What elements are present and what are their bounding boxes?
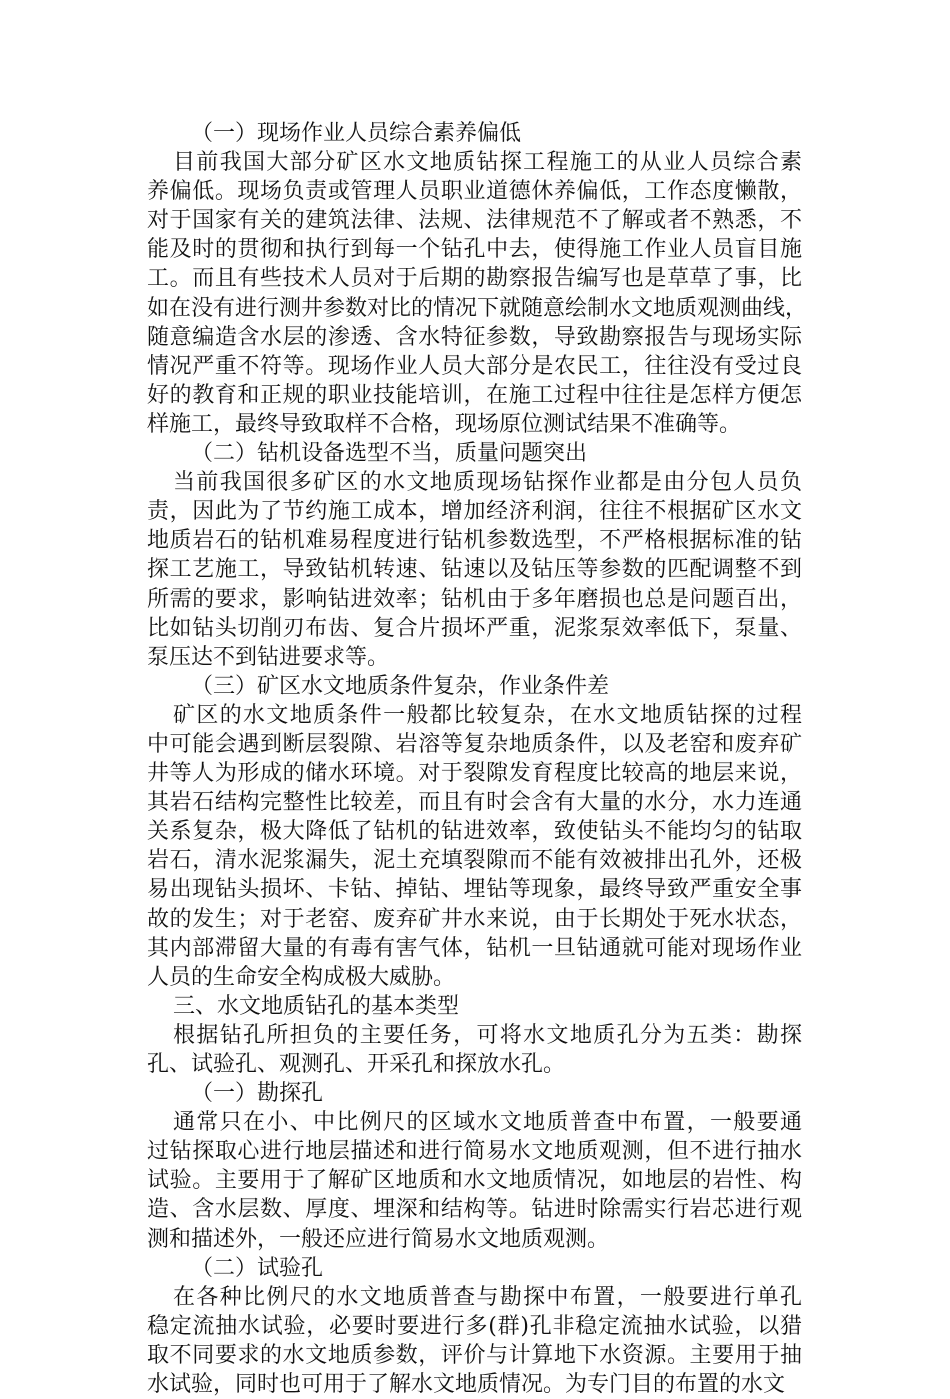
- paragraph-line: 如在没有进行测井参数对比的情况下就随意绘制水文地质观测曲线，: [147, 295, 808, 321]
- paragraph-line: 工。而且有些技术人员对于后期的勘察报告编写也是草草了事，比: [147, 266, 802, 292]
- paragraph-line: 养偏低。现场负责或管理人员职业道德休养偏低，工作态度懒散，: [147, 179, 802, 205]
- paragraph-line: 对于国家有关的建筑法律、法规、法律规范不了解或者不熟悉，不: [147, 208, 802, 234]
- paragraph-line: 关系复杂，极大降低了钻机的钻进效率，致使钻头不能均匀的钻取: [147, 819, 802, 845]
- heading-text: （一）勘探孔: [191, 1081, 324, 1107]
- paragraph-line: 地质岩石的钻机难易程度进行钻机参数选型，不严格根据标准的钻: [147, 528, 802, 554]
- paragraph-line: 责，因此为了节约施工成本，增加经济利润，往往不根据矿区水文: [147, 499, 802, 525]
- paragraph-line: 通常只在小、中比例尺的区域水文地质普查中布置，一般要通: [173, 1110, 802, 1136]
- paragraph: [147, 1108, 802, 1253]
- heading-text: （一）现场作业人员综合素养偏低: [191, 121, 522, 146]
- paragraph-line: 易出现钻头损坏、卡钻、掉钻、埋钻等现象，最终导致严重安全事: [147, 877, 802, 903]
- subsection-heading: [147, 439, 802, 468]
- paragraph-line: 泵压达不到钻进要求等。: [147, 644, 390, 670]
- paragraph-line: 能及时的贯彻和执行到每一个钻孔中去，使得施工作业人员盲目施: [147, 237, 802, 263]
- paragraph-line: 取不同要求的水文地质参数，评价与计算地下水资源。主要用于抽: [147, 1342, 802, 1368]
- heading-text: （三）矿区水文地质条件复杂，作业条件差: [191, 673, 610, 699]
- heading-text: 三、水文地质钻孔的基本类型: [173, 993, 460, 1019]
- subsection-heading: [147, 1254, 802, 1283]
- paragraph-line: 测和描述外，一般还应进行简易水文地质观测。: [147, 1226, 610, 1252]
- paragraph: [147, 1021, 802, 1079]
- subsection-heading: [147, 672, 802, 701]
- paragraph-line: 探工艺施工，导致钻机转速、钻速以及钻压等参数的匹配调整不到: [147, 557, 802, 583]
- paragraph-line: 中可能会遇到断层裂隙、岩溶等复杂地质条件，以及老窑和废弃矿: [147, 731, 802, 757]
- paragraph-line: 随意编造含水层的渗透、含水特征参数，导致勘察报告与现场实际: [147, 324, 802, 350]
- paragraph-line: 过钻探取心进行地层描述和进行简易水文地质观测，但不进行抽水: [147, 1139, 802, 1165]
- heading-text: （二）钻机设备选型不当，质量问题突出: [191, 441, 588, 467]
- paragraph-line: 根据钻孔所担负的主要任务，可将水文地质孔分为五类：勘探: [173, 1022, 802, 1048]
- paragraph-line: 岩石，清水泥浆漏失，泥土充填裂隙而不能有效被排出孔外，还极: [147, 848, 802, 874]
- paragraph-line: 样施工，最终导致取样不合格，现场原位测试结果不准确等。: [147, 411, 742, 437]
- section-heading: [147, 992, 802, 1021]
- paragraph-line: 当前我国很多矿区的水文地质现场钻探作业都是由分包人员负: [173, 470, 802, 496]
- heading-text: （二）试验孔: [191, 1255, 324, 1281]
- paragraph-line: 人员的生命安全构成极大威胁。: [147, 964, 456, 990]
- paragraph-line: 试验。主要用于了解矿区地质和水文地质情况，如地层的岩性、构: [147, 1168, 802, 1194]
- paragraph-line: 造、含水层数、厚度、埋深和结构等。钻进时除需实行岩芯进行观: [147, 1197, 802, 1223]
- paragraph-line: 在各种比例尺的水文地质普查与勘探中布置，一般要进行单孔: [173, 1284, 802, 1310]
- paragraph-line: 孔、试验孔、观测孔、开采孔和探放水孔。: [147, 1052, 566, 1077]
- paragraph: [147, 468, 802, 672]
- paragraph: [147, 148, 808, 439]
- paragraph: [147, 1283, 802, 1399]
- paragraph-line: 水试验，同时也可用于了解水文地质情况。为专门目的布置的水文: [147, 1372, 786, 1398]
- paragraph-line: 井等人为形成的储水环境。对于裂隙发育程度比较高的地层来说，: [147, 761, 802, 787]
- subsection-heading: [147, 119, 802, 148]
- paragraph-line: 稳定流抽水试验，必要时要进行多(群)孔非稳定流抽水试验，以猎: [147, 1313, 802, 1339]
- paragraph-line: 矿区的水文地质条件一般都比较复杂，在水文地质钻探的过程: [173, 702, 802, 728]
- paragraph-line: 好的教育和正规的职业技能培训，在施工过程中往往是怎样方便怎: [147, 382, 802, 408]
- paragraph-line: 目前我国大部分矿区水文地质钻探工程施工的从业人员综合素: [173, 150, 802, 176]
- subsection-heading: [147, 1079, 802, 1108]
- paragraph-line: 其岩石结构完整性比较差，而且有时会含有大量的水分，水力连通: [147, 790, 802, 816]
- paragraph-line: 所需的要求，影响钻进效率；钻机由于多年磨损也总是问题百出，: [147, 586, 802, 612]
- paragraph-line: 情况严重不符等。现场作业人员大部分是农民工，往往没有受过良: [147, 353, 802, 379]
- paragraph-line: 比如钻头切削刃布齿、复合片损坏严重，泥浆泵效率低下，泵量、: [147, 615, 802, 641]
- document-body: [147, 119, 808, 1399]
- paragraph: [147, 701, 802, 992]
- paragraph-line: 其内部滞留大量的有毒有害气体，钻机一旦钻通就可能对现场作业: [147, 935, 802, 961]
- paragraph-line: 故的发生；对于老窑、废弃矿井水来说，由于长期处于死水状态，: [147, 906, 802, 932]
